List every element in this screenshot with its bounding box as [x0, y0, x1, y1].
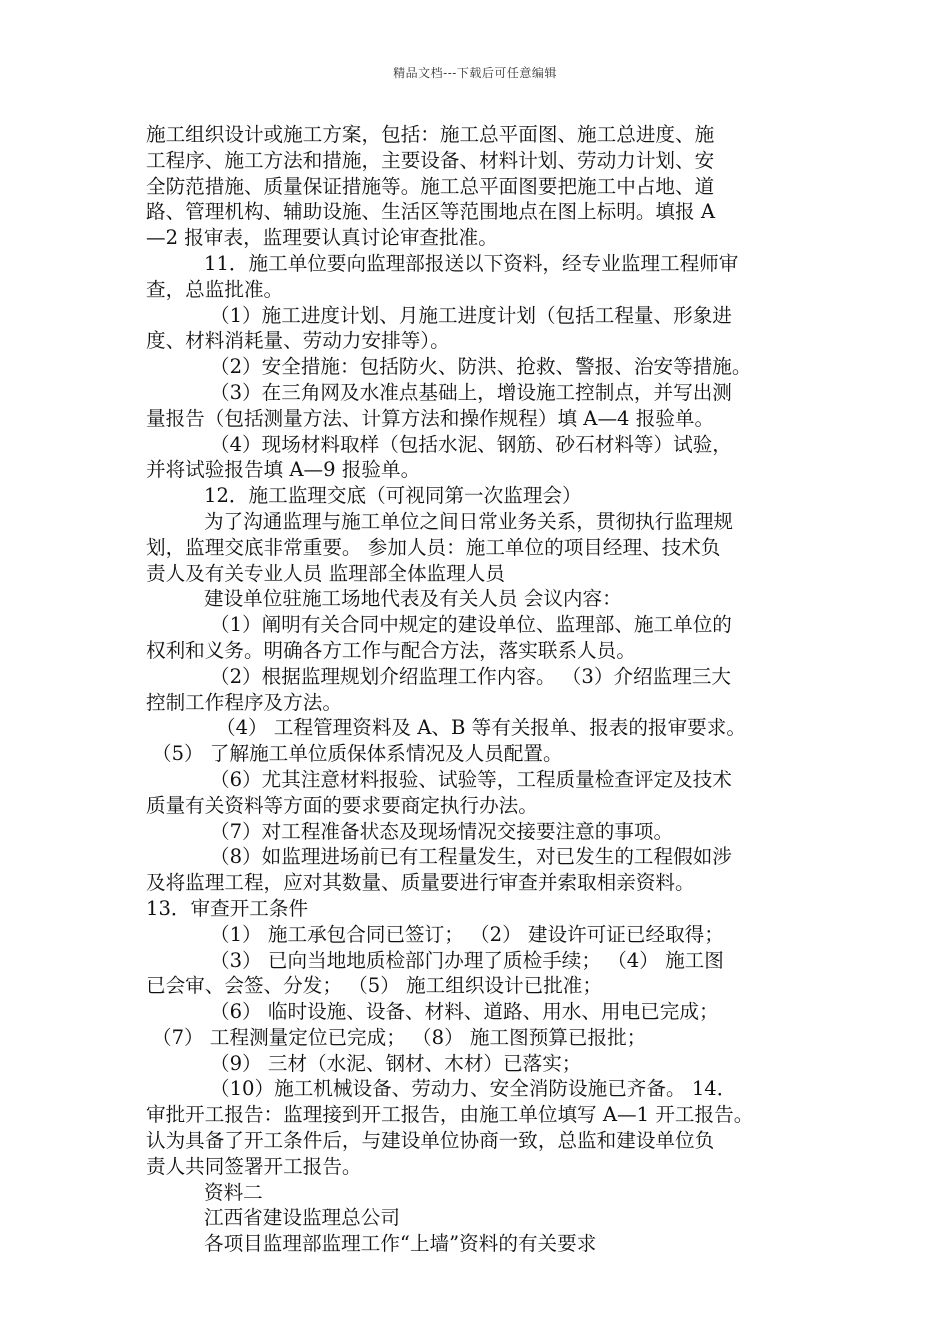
organization-name: 江西省建设监理总公司	[204, 1206, 400, 1230]
page-header: 精品文档---下载后可任意编辑	[393, 66, 557, 80]
body-line: 划，监理交底非常重要。 参加人员：施工单位的项目经理、技术负	[146, 535, 721, 559]
body-line: 责人共同签署开工报告。	[146, 1154, 362, 1178]
body-line: 并将试验报告填 A—9 报验单。	[146, 458, 421, 482]
list-item: （1） 施工承包合同已签订； （2） 建设许可证已经取得；	[210, 922, 724, 946]
section-heading-13: 13．审查开工条件	[146, 896, 309, 920]
body-line: 已会审、会签、分发； （5） 施工组织设计已批准；	[146, 974, 602, 998]
body-line: 责人及有关专业人员 监理部全体监理人员	[146, 561, 505, 585]
body-line: —2 报审表，监理要认真讨论审查批准。	[146, 226, 498, 250]
appendix-title: 资料二	[204, 1180, 263, 1204]
body-line: 及将监理工程，应对其数量、质量要进行审查并索取相亲资料。	[146, 871, 695, 895]
body-line: 权利和义务。明确各方工作与配合方法，落实联系人员。	[146, 638, 636, 662]
body-line: 量报告（包括测量方法、计算方法和操作规程）填 A—4 报验单。	[146, 406, 715, 430]
list-item: （10）施工机械设备、劳动力、安全消防设施已齐备。 14．	[210, 1077, 737, 1101]
document-subtitle: 各项目监理部监理工作“上墙”资料的有关要求	[204, 1232, 597, 1256]
section-heading-11: 11．施工单位要向监理部报送以下资料，经专业监理工程师审	[204, 251, 739, 275]
list-item: （2）根据监理规划介绍监理工作内容。 （3）介绍监理三大	[210, 664, 732, 688]
body-line: 工程序、施工方法和措施，主要设备、材料计划、劳动力计划、安	[146, 148, 715, 172]
body-line: 施工组织设计或施工方案，包括：施工总平面图、施工总进度、施	[146, 123, 715, 146]
body-line: 控制工作程序及方法。	[146, 690, 342, 714]
body-line: 建设单位驻施工场地代表及有关人员 会议内容：	[204, 587, 622, 611]
list-item: （4） 工程管理资料及 A、B 等有关报单、报表的报审要求。	[216, 716, 746, 740]
body-line: 查，总监批准。	[146, 277, 284, 301]
body-line: 为了沟通监理与施工单位之间日常业务关系，贯彻执行监理规	[204, 509, 734, 533]
list-item: （7）对工程准备状态及现场情况交接要注意的事项。	[210, 819, 674, 843]
body-line: 质量有关资料等方面的要求要商定执行办法。	[146, 793, 538, 817]
list-item: （2）安全措施：包括防火、防洪、抢救、警报、治安等措施。	[210, 355, 752, 379]
section-heading-14: 审批开工报告：监理接到开工报告，由施工单位填写 A—1 开工报告。	[146, 1103, 754, 1127]
list-item: （1）阐明有关合同中规定的建设单位、监理部、施工单位的	[210, 613, 732, 637]
document-body	[146, 122, 822, 1257]
list-item: （6）尤其注意材料报验、试验等，工程质量检查评定及技术	[210, 767, 732, 791]
list-item: （3） 已向当地地质检部门办理了质检手续； （4） 施工图	[210, 948, 724, 972]
body-line: 全防范措施、质量保证措施等。施工总平面图要把施工中占地、道	[146, 174, 715, 198]
list-item: （1）施工进度计划、月施工进度计划（包括工程量、形象进	[210, 303, 732, 327]
list-item: （3）在三角网及水准点基础上，增设施工控制点，并写出测	[210, 380, 732, 404]
body-line: 度、材料消耗量、劳动力安排等）。	[146, 329, 450, 353]
list-item: （9） 三材（水泥、钢材、木材）已落实；	[210, 1051, 582, 1075]
list-item: （4）现场材料取样（包括水泥、钢筋、砂石材料等）试验，	[210, 432, 732, 456]
section-heading-12: 12．施工监理交底（可视同第一次监理会）	[204, 484, 582, 508]
list-item: （7） 工程测量定位已完成； （8） 施工图预算已报批；	[152, 1025, 647, 1049]
list-item: （8）如监理进场前已有工程量发生，对已发生的工程假如涉	[210, 845, 732, 869]
body-line: 认为具备了开工条件后，与建设单位协商一致，总监和建设单位负	[146, 1129, 715, 1153]
list-item: （6） 临时设施、设备、材料、道路、用水、用电已完成；	[210, 1000, 719, 1024]
list-item: （5） 了解施工单位质保体系情况及人员配置。	[152, 742, 563, 766]
body-line: 路、管理机构、辅助设施、生活区等范围地点在图上标明。填报 A	[146, 200, 716, 224]
